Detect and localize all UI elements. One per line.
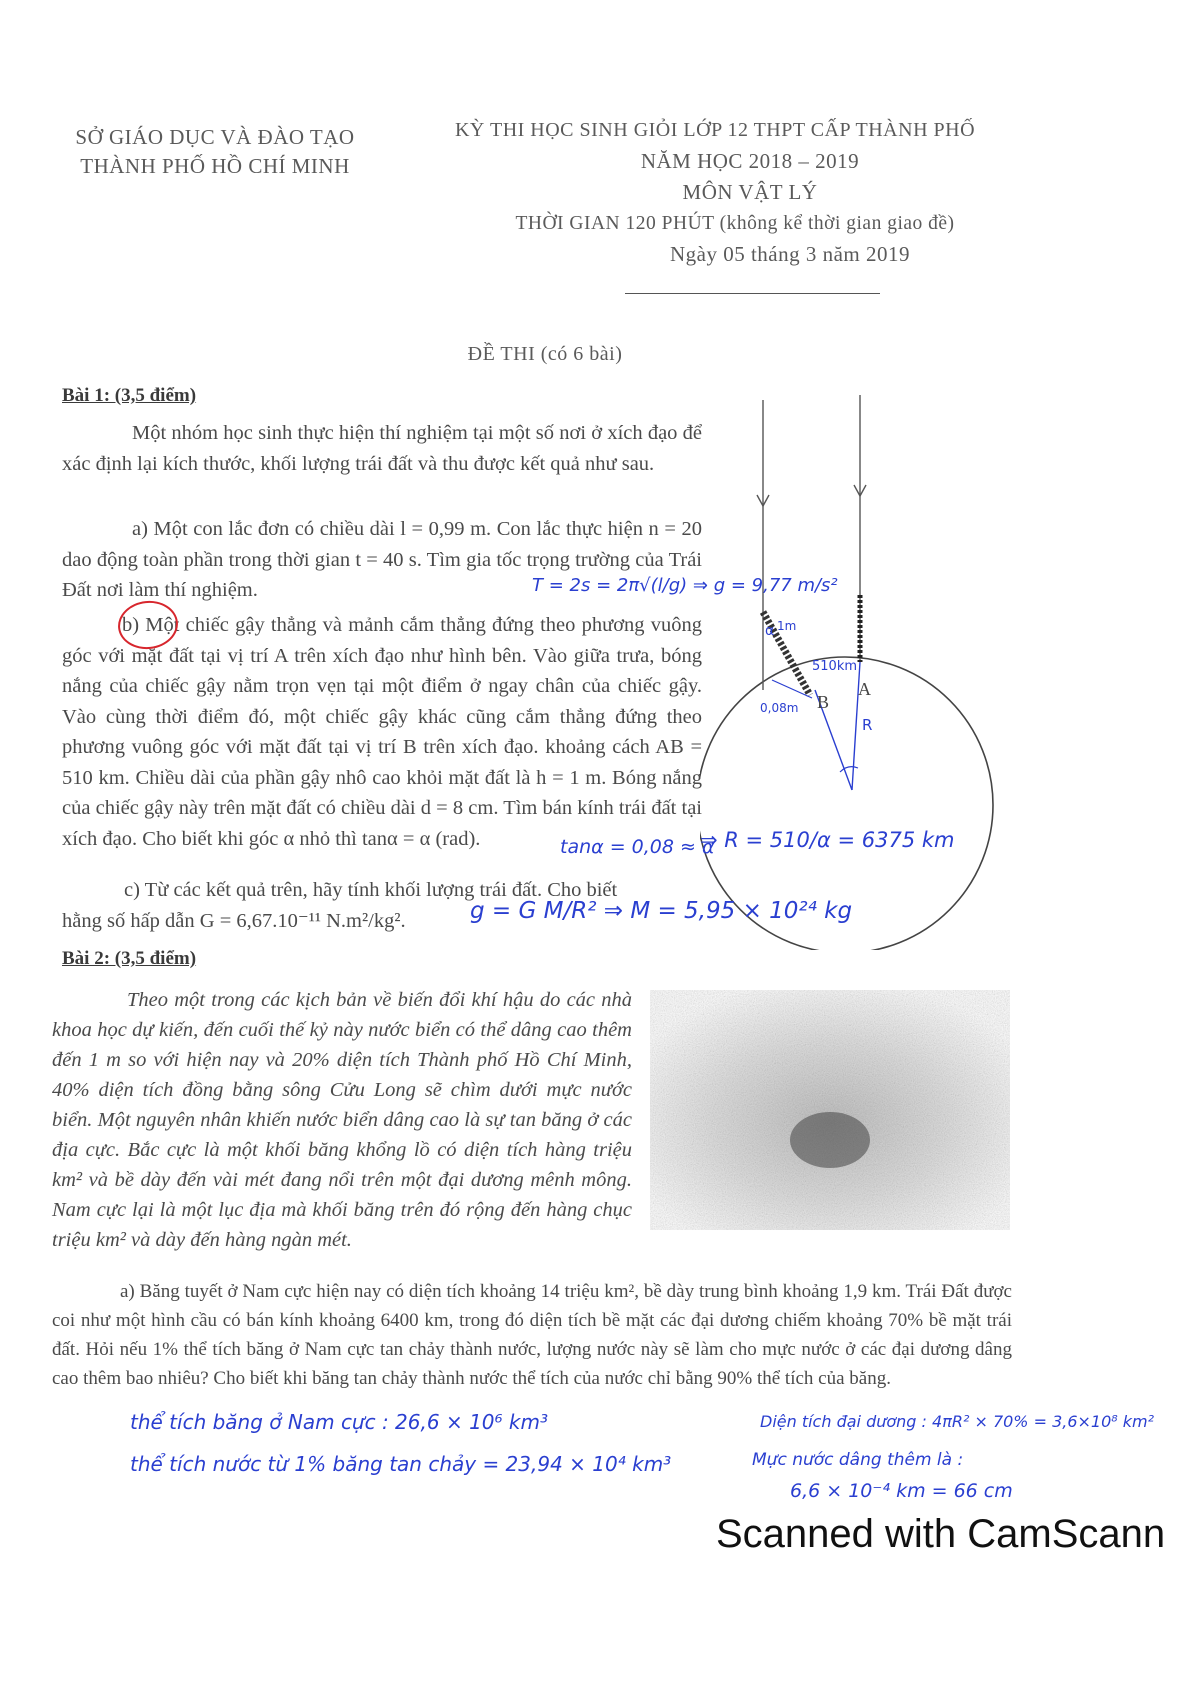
handwritten-bai2-right3: 6,6 × 10⁻⁴ km = 66 cm: [790, 1480, 1013, 1502]
bai1-part-a: a) Một con lắc đơn có chiều dài l = 0,99 m. Con lắc thực hiện n = 20 dao động toàn phần trong thời gian t = 40 s. Tìm gia tốc trọng trường của Trái Đất nơi làm thí nghiệm.: [62, 518, 702, 601]
bai1-heading: Bài 1: (3,5 điểm): [62, 385, 197, 406]
handwritten-answer-b2: ⇒ R = 510/α = 6375 km: [700, 828, 955, 852]
bai1-intro: Một nhóm học sinh thực hiện thí nghiệm tại một số nơi ở xích đạo để xác định lại kích thước, khối lượng trái đất và thu được kết quả như sau.: [62, 422, 702, 475]
handwritten-bai2-right1: Diện tích đại dương : 4πR² × 70% = 3,6×10⁸ km²: [760, 1412, 1155, 1431]
header-divider: [625, 293, 880, 294]
handwritten-answer-a: T = 2s = 2π√(l/g) ⇒ g = 9,77 m/s²: [532, 575, 838, 596]
sunlight-earth-diagram: [700, 390, 1120, 950]
exam-line-3: MÔN VẬT LÝ: [682, 180, 818, 204]
exam-title: ĐỀ THI (có 6 bài): [467, 343, 623, 365]
note-1m: 1m: [777, 619, 797, 633]
handwritten-bai2-line2: thể tích nước từ 1% băng tan chảy = 23,94 × 10⁴ km³: [130, 1452, 672, 1476]
handwritten-bai2-line1: thể tích băng ở Nam cực : 26,6 × 10⁶ km³: [130, 1410, 548, 1434]
label-b: B: [817, 692, 830, 712]
org-line-1: SỞ GIÁO DỤC VÀ ĐÀO TẠO: [75, 125, 355, 149]
scanned-photo: [650, 990, 1010, 1230]
exam-header: [395, 115, 1035, 270]
handwritten-answer-c: g = G M/R² ⇒ M = 5,95 × 10²⁴ kg: [470, 898, 853, 924]
exam-line-2: NĂM HỌC 2018 – 2019: [640, 149, 860, 173]
org-header: [60, 125, 370, 179]
label-a: A: [858, 679, 871, 699]
bai1-part-c-line1: c) Từ các kết quả trên, hãy tính khối lượng trái đất. Cho biết: [124, 879, 618, 901]
bai2-intro: Theo một trong các kịch bản về biến đổi khí hậu do các nhà khoa học dự kiến, đến cuối thế kỷ này nước biển có thể dâng cao thêm đến 1 m so với hiện nay và 20% diện tích Thành phố Hồ Chí Minh, 40% diện tích đồng bằng sông Cửu Long sẽ chìm dưới mực nước biển. Một nguyên nhân khiến nước biển dâng cao là sự tan băng ở các địa cực. Bắc cực là một khối băng khổng lồ có diện tích hàng triệu km² và bề dày đến vài mét đang nổi trên một đại dương mênh mông. Nam cực lại là một lục địa mà khối băng trên đó rộng đến hàng chục triệu km² và dày đến hàng ngàn mét.: [52, 989, 632, 1251]
exam-line-1: KỲ THI HỌC SINH GIỎI LỚP 12 THPT CẤP THÀNH PHỐ: [454, 119, 976, 141]
exam-line-5: Ngày 05 tháng 3 năm 2019: [669, 242, 911, 266]
bai2-part-a: a) Băng tuyết ở Nam cực hiện nay có diện tích khoảng 14 triệu km², bề dày trung bình khoảng 1,9 km. Trái Đất được coi như một hình cầu có bán kính khoảng 6400 km, trong đó diện tích bề mặt các đại dương chiếm khoảng 70% bề mặt trái đất. Hỏi nếu 1% thể tích băng ở Nam cực tan chảy thành nước, lượng nước này sẽ làm cho mực nước ở các đại dương dâng cao thêm bao nhiêu? Cho biết khi băng tan chảy thành nước thể tích của nước chỉ bằng 90% thể tích của băng.: [52, 1281, 1012, 1389]
handwritten-answer-b1: tanα = 0,08 ≈ α: [560, 836, 715, 858]
label-r: R: [862, 716, 873, 734]
camscanner-watermark: Scanned with CamScann: [716, 1512, 1166, 1556]
label-alpha: α: [765, 623, 775, 639]
handwritten-bai2-right2: Mực nước dâng thêm là :: [752, 1450, 964, 1470]
note-008m: 0,08m: [760, 701, 799, 715]
org-line-2: THÀNH PHỐ HỒ CHÍ MINH: [80, 154, 350, 178]
bai2-heading: Bài 2: (3,5 điểm): [62, 948, 197, 969]
angle-arc: [840, 767, 858, 772]
note-510km: 510km: [812, 659, 858, 674]
bai1-part-b-label: b): [122, 614, 140, 636]
exam-line-4: THỜI GIAN 120 PHÚT (không kể thời gian giao đề): [515, 213, 955, 234]
bai1-part-b-text: Một chiếc gậy thẳng và mảnh cắm thẳng đứng theo phương vuông góc với mặt đất tại vị trí A trên xích đạo như hình bên. Vào giữa trưa, bóng nắng của chiếc gậy nằm trọn vẹn tại một điểm ở ngay chân của chiếc gậy. Vào cùng thời điểm đó, một chiếc gậy khác cũng cắm thẳng đứng theo phương vuông góc với mặt đất tại vị trí B trên xích đạo. khoảng cách AB = 510 km. Chiều dài của phần gậy nhô cao khỏi mặt đất là h = 1 m. Bóng nắng của chiếc gậy này trên mặt đất có chiều dài d = 8 cm. Tìm bán kính trái đất tại xích đạo. Cho biết khi góc α nhỏ thì tanα = α (rad).: [62, 614, 702, 850]
bai1-part-c-line2: hằng số hấp dẫn G = 6,67.10⁻¹¹ N.m²/kg².: [62, 910, 406, 932]
